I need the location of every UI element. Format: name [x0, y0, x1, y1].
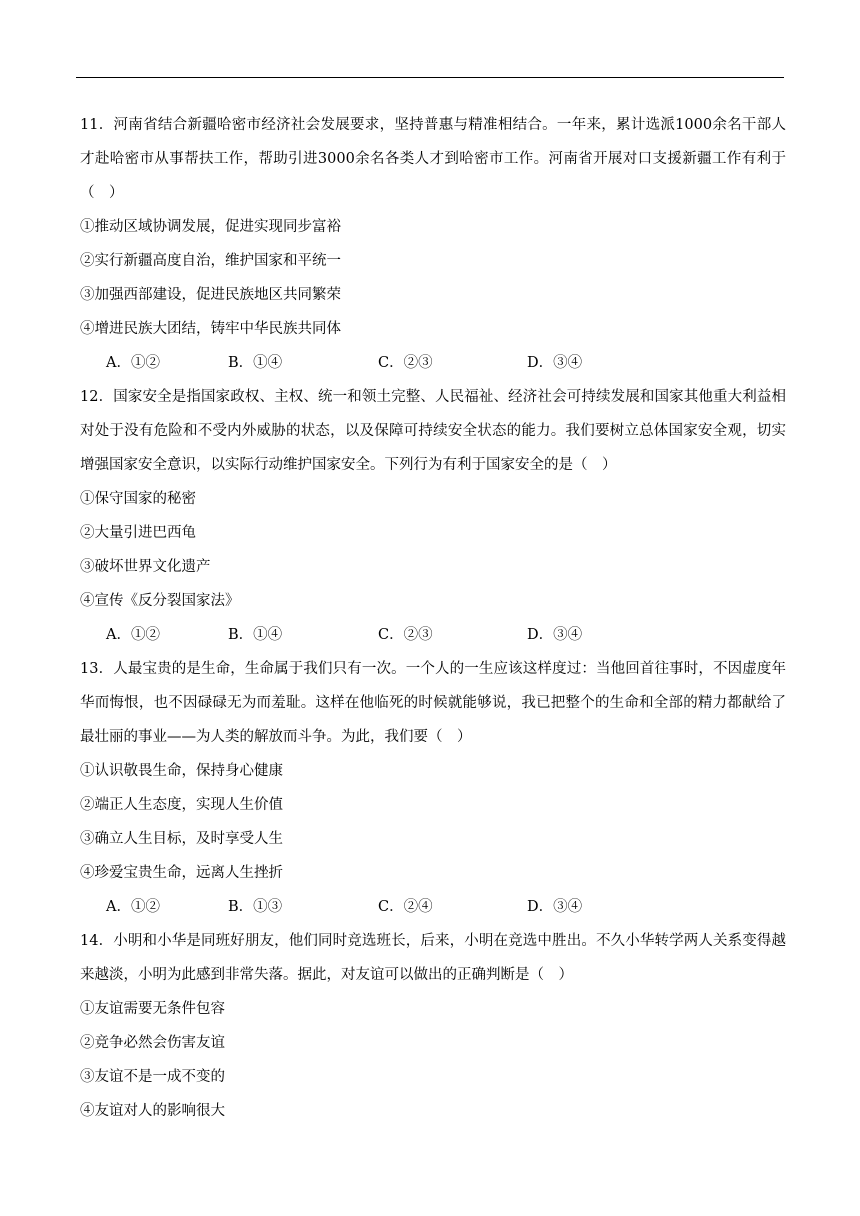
statement-2: ②实行新疆高度自治，维护国家和平统一: [80, 253, 341, 269]
header-rule: [76, 77, 784, 78]
statement-1: ①保守国家的秘密: [80, 491, 196, 507]
choice-a: A．①②: [106, 627, 160, 643]
question-stem: 12．国家安全是指国家政权、主权、统一和领土完整、人民福祉、经济社会可持续发展和国家其他重大利益相对处于没有危险和不受内外威胁的状态，以及保障可持续安全状态的能力。我们要树立总体国家安全观，切实增强国家安全意识，以实际行动维护国家安全。下列行为有利于国家安全的是（ ）: [80, 389, 786, 473]
choice-d: D．③④: [527, 355, 583, 371]
statement-2: ②端正人生态度，实现人生价值: [80, 797, 283, 813]
question-14: [80, 924, 786, 1128]
statement-2: ②大量引进巴西龟: [80, 525, 196, 541]
question-12: [80, 380, 786, 652]
question-stem: 13．人最宝贵的是生命，生命属于我们只有一次。一个人的一生应该这样度过：当他回首往事时，不因虚度年华而悔恨，也不因碌碌无为而羞耻。这样在他临死的时候就能够说，我已把整个的生命和全部的精力都献给了最壮丽的事业——为人类的解放而斗争。为此，我们要（ ）: [80, 661, 786, 745]
statement-3: ③友谊不是一成不变的: [80, 1069, 225, 1085]
choice-b: B．①④: [228, 355, 283, 371]
question-stem: 11．河南省结合新疆哈密市经济社会发展要求，坚持普惠与精准相结合。一年来，累计选派1000余名干部人才赴哈密市从事帮扶工作，帮助引进3000余名各类人才到哈密市工作。河南省开展对口支援新疆工作有利于（ ）: [80, 117, 786, 201]
choice-b: B．①④: [228, 627, 283, 643]
choice-c: C．②④: [378, 899, 433, 915]
statement-4: ④宣传《反分裂国家法》: [80, 593, 240, 609]
statement-3: ③加强西部建设，促进民族地区共同繁荣: [80, 287, 341, 303]
statement-4: ④珍爱宝贵生命，远离人生挫折: [80, 865, 283, 881]
choice-a: A．①②: [106, 355, 160, 371]
question-13: [80, 652, 786, 924]
statement-3: ③确立人生目标，及时享受人生: [80, 831, 283, 847]
choice-b: B．①③: [228, 899, 283, 915]
answer-choices: [80, 890, 786, 924]
statement-1: ①认识敬畏生命，保持身心健康: [80, 763, 283, 779]
statement-2: ②竞争必然会伤害友谊: [80, 1035, 225, 1051]
question-11: [80, 108, 786, 380]
statement-3: ③破坏世界文化遗产: [80, 559, 211, 575]
statement-1: ①友谊需要无条件包容: [80, 1001, 225, 1017]
choice-a: A．①②: [106, 899, 160, 915]
choice-c: C．②③: [378, 627, 433, 643]
statement-1: ①推动区域协调发展，促进实现同步富裕: [80, 219, 341, 235]
answer-choices: [80, 618, 786, 652]
question-list: [80, 108, 786, 1128]
choice-c: C．②③: [378, 355, 433, 371]
choice-d: D．③④: [527, 627, 583, 643]
question-stem: 14．小明和小华是同班好朋友，他们同时竞选班长，后来，小明在竞选中胜出。不久小华转学两人关系变得越来越淡，小明为此感到非常失落。据此，对友谊可以做出的正确判断是（ ）: [80, 933, 786, 983]
choice-d: D．③④: [527, 899, 583, 915]
answer-choices: [80, 346, 786, 380]
statement-4: ④增进民族大团结，铸牢中华民族共同体: [80, 321, 341, 337]
statement-4: ④友谊对人的影响很大: [80, 1103, 225, 1119]
